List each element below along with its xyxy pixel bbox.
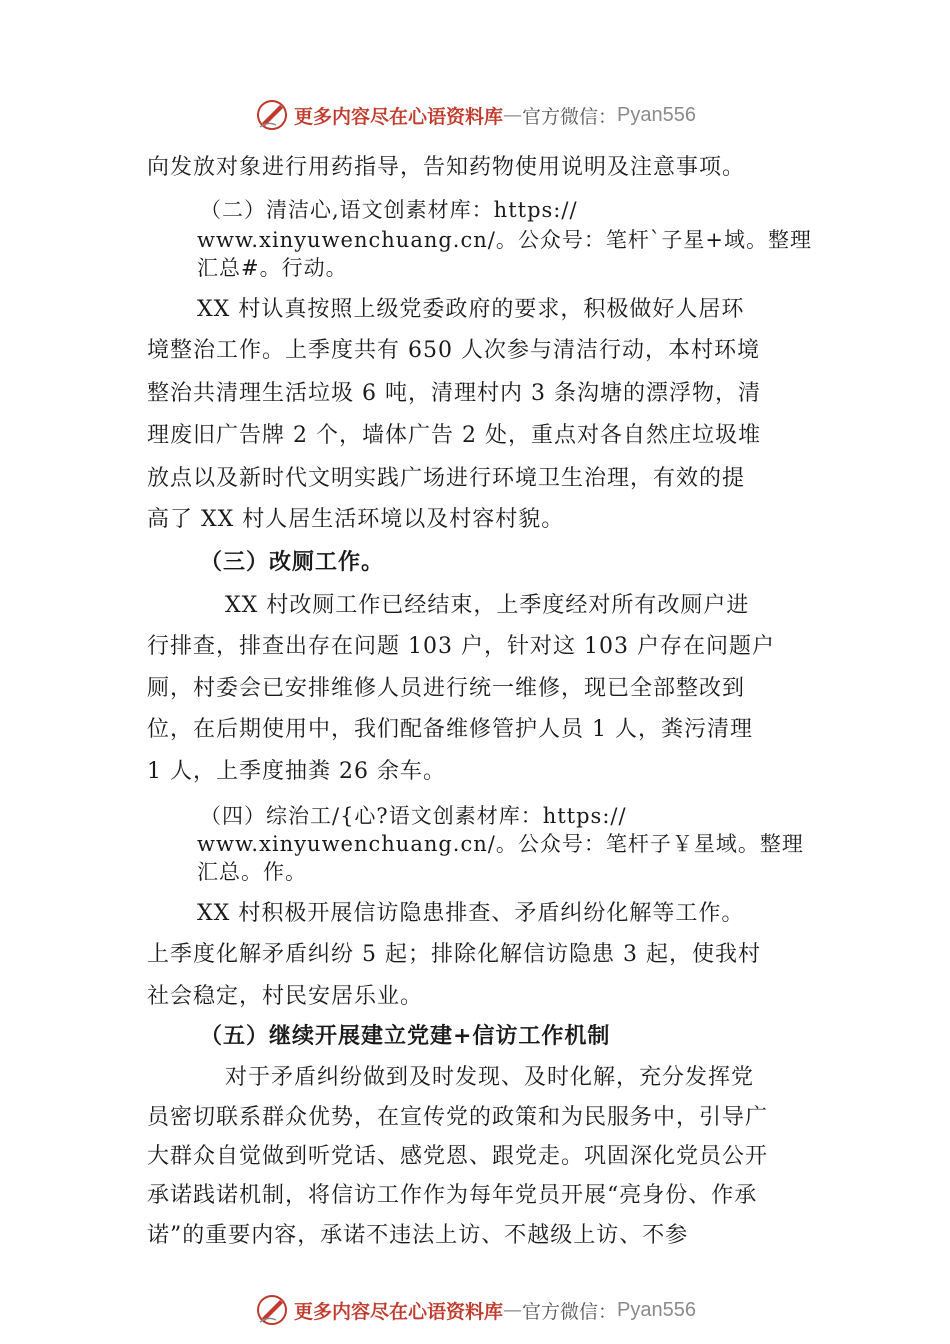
text-line: XX 村积极开展信访隐患排查、矛盾纠纷化解等工作。: [197, 901, 745, 926]
text-line: XX 村认真按照上级党委政府的要求，积极做好人居环: [197, 297, 745, 322]
text-line: www.xinyuwenchuang.cn/。公众号：笔杆子￥星域。整理: [197, 832, 804, 856]
banner-wechat-id: Pyan556: [617, 1298, 696, 1321]
text-line: 厕，村委会已安排维修人员进行统一维修，现已全部整改到: [147, 676, 746, 701]
footer-banner: [0, 1290, 950, 1330]
text-line: 汇总。作。: [197, 860, 307, 884]
text-line: （二）清洁心,语文创素材库：https://: [200, 198, 578, 222]
banner-wechat-id: Pyan556: [617, 103, 696, 126]
text-line: 对于矛盾纠纷做到及时发现、及时化解，充分发挥党: [225, 1065, 755, 1090]
section-heading: （五）继续开展建立党建+信访工作机制: [200, 1023, 611, 1049]
pen-logo-icon: [254, 1292, 290, 1328]
text-line: 诺”的重要内容，承诺不违法上访、不越级上访、不参: [147, 1223, 689, 1248]
text-line: 大群众自觉做到听党话、感党恩、跟党走。巩固深化党员公开: [147, 1144, 769, 1169]
section-heading: （三）改厕工作。: [200, 549, 385, 575]
text-line: 汇总#。行动。: [197, 256, 348, 280]
banner-dash: —: [503, 104, 523, 126]
text-line: 员密切联系群众优势，在宣传党的政策和为民服务中，引导广: [147, 1105, 769, 1130]
banner-wechat-label: 官方微信：: [522, 1300, 618, 1323]
text-line: XX 村改厕工作已经结束，上季度经对所有改厕户进: [225, 593, 750, 618]
text-line: 整治共清理生活垃圾 6 吨，清理村内 3 条沟塘的漂浮物，清: [147, 381, 761, 406]
banner-dash: —: [503, 1299, 523, 1321]
header-banner: [0, 95, 950, 135]
text-line: 承诺践诺机制，将信访工作作为每年党员开展“亮身份、作承: [147, 1183, 758, 1208]
text-line: 向发放对象进行用药指导，告知药物使用说明及注意事项。: [147, 155, 746, 180]
text-line: 社会稳定，村民安居乐业。: [147, 984, 424, 1009]
text-line: 上季度化解矛盾纠纷 5 起；排除化解信访隐患 3 起，使我村: [147, 942, 761, 967]
text-line: 位，在后期使用中，我们配备维修管护人员 1 人，粪污清理: [147, 717, 753, 742]
text-line: www.xinyuwenchuang.cn/。公众号：笔杆`子星+域。整理: [197, 228, 812, 252]
banner-title: 更多内容尽在心语资料库: [294, 1300, 504, 1323]
text-line: 理废旧广告牌 2 个，墙体广告 2 处，重点对各自然庄垃圾堆: [147, 423, 761, 448]
text-line: 高了 XX 村人居生活环境以及村容村貌。: [147, 507, 565, 532]
banner-wechat-label: 官方微信：: [522, 105, 618, 128]
text-line: （四）综治工/{心?语文创素材库：https://: [200, 804, 627, 828]
text-line: 1 人，上季度抽粪 26 余车。: [147, 759, 446, 784]
pen-logo-icon: [254, 97, 290, 133]
banner-title: 更多内容尽在心语资料库: [294, 105, 504, 128]
text-line: 境整治工作。上季度共有 650 人次参与清洁行动，本村环境: [147, 338, 760, 363]
text-line: 行排查，排查出存在问题 103 户，针对这 103 户存在问题户: [147, 634, 775, 659]
text-line: 放点以及新时代文明实践广场进行环境卫生治理，有效的提: [147, 466, 746, 491]
